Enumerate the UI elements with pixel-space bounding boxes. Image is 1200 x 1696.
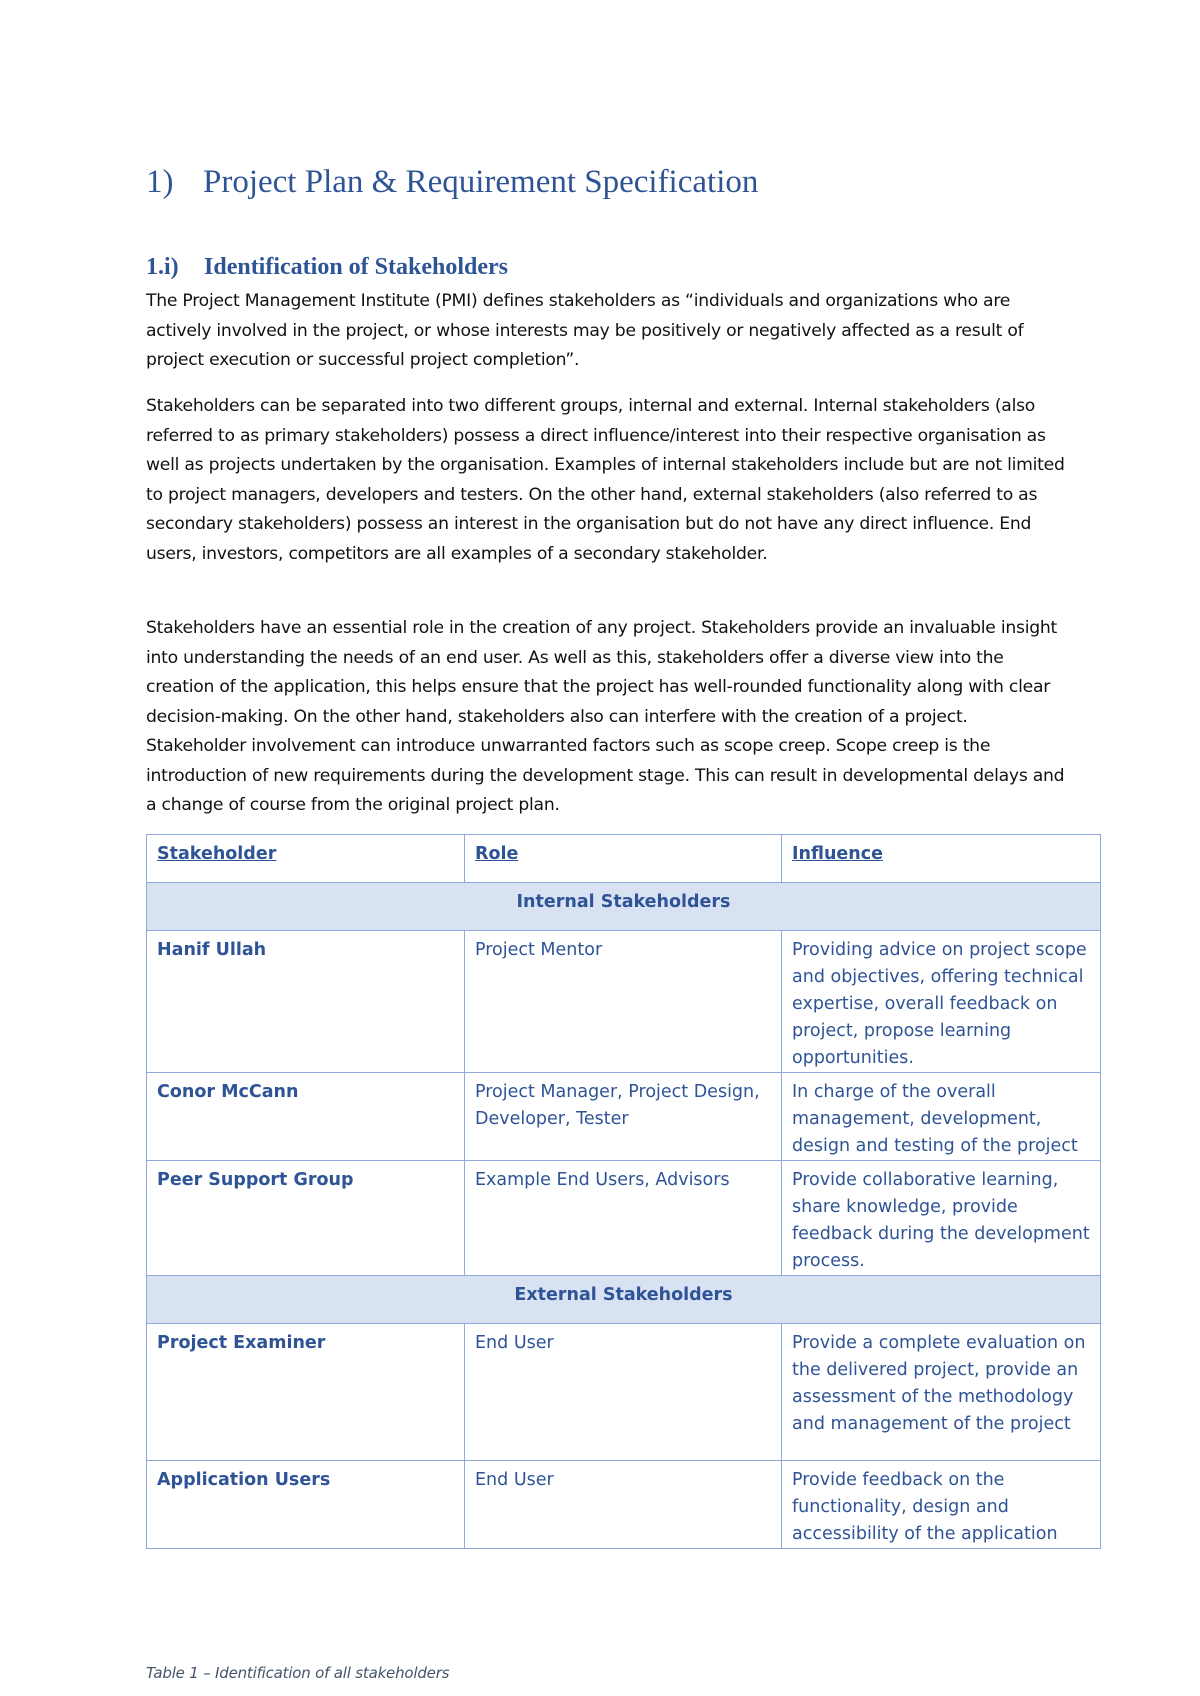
- table-row: [147, 1161, 1101, 1276]
- stakeholder-name: Project Examiner: [147, 1324, 465, 1461]
- stakeholder-name: Hanif Ullah: [147, 931, 465, 1073]
- table-caption: Table 1 – Identification of all stakeholders: [146, 1664, 450, 1682]
- stakeholder-role: Project Mentor: [465, 931, 782, 1073]
- group-label-external: External Stakeholders: [147, 1276, 1101, 1324]
- table-row: [147, 1073, 1101, 1161]
- section-heading-text: Project Plan & Requirement Specification: [203, 164, 759, 200]
- group-row-external: [147, 1276, 1101, 1324]
- paragraph-stakeholder-groups: Stakeholders can be separated into two different groups, internal and external. Internal stakeholders (also referred to as primary stakeholders) possess a direct influence/interest into their respective organisation as well as projects undertaken by the organisation. Examples of internal stakeholders include but are not limited to project managers, developers and testers. On the other hand, external stakeholders (also referred to as secondary stakeholders) possess an interest in the organisation but do not have any direct influence. End users, investors, competitors are all examples of a secondary stakeholder.: [146, 396, 1065, 564]
- group-label-internal: Internal Stakeholders: [147, 883, 1101, 931]
- table-row: [147, 931, 1101, 1073]
- stakeholder-role: End User: [465, 1461, 782, 1549]
- column-header-influence: Influence: [782, 835, 1101, 883]
- group-row-internal: [147, 883, 1101, 931]
- stakeholder-role: End User: [465, 1324, 782, 1461]
- subsection-heading-number: 1.i): [146, 254, 179, 280]
- section-heading: [146, 164, 758, 201]
- column-header-role: Role: [465, 835, 782, 883]
- stakeholder-influence: Providing advice on project scope and objectives, offering technical expertise, overall feedback on project, propose learning opportunities.: [782, 931, 1101, 1073]
- stakeholder-influence: Provide collaborative learning, share knowledge, provide feedback during the development process.: [782, 1161, 1101, 1276]
- subsection-heading-text: Identification of Stakeholders: [204, 254, 509, 280]
- table-row: [147, 1324, 1101, 1461]
- stakeholder-name: Conor McCann: [147, 1073, 465, 1161]
- table-header-row: [147, 835, 1101, 883]
- paragraph-pmi-definition: The Project Management Institute (PMI) defines stakeholders as “individuals and organizations who are actively involved in the project, or whose interests may be positively or negatively affected as a result of project execution or successful project completion”.: [146, 291, 1024, 370]
- stakeholder-name: Application Users: [147, 1461, 465, 1549]
- section-heading-number: 1): [146, 164, 174, 200]
- stakeholder-role: Example End Users, Advisors: [465, 1161, 782, 1276]
- column-header-stakeholder: Stakeholder: [147, 835, 465, 883]
- stakeholder-role: Project Manager, Project Design, Developer, Tester: [465, 1073, 782, 1161]
- stakeholder-influence: Provide feedback on the functionality, design and accessibility of the application: [782, 1461, 1101, 1549]
- paragraph-stakeholder-role: Stakeholders have an essential role in the creation of any project. Stakeholders provide an invaluable insight into understanding the needs of an end user. As well as this, stakeholders offer a diverse view into the creation of the application, this helps ensure that the project has well-rounded functionality along with clear decision-making. On the other hand, stakeholders also can interfere with the creation of a project. Stakeholder involvement can introduce unwarranted factors such as scope creep. Scope creep is the introduction of new requirements during the development stage. This can result in developmental delays and a change of course from the original project plan.: [146, 618, 1065, 815]
- stakeholder-influence: Provide a complete evaluation on the delivered project, provide an assessment of the methodology and management of the project: [782, 1324, 1101, 1461]
- stakeholder-name: Peer Support Group: [147, 1161, 465, 1276]
- stakeholder-table: [146, 834, 1101, 1549]
- table-row: [147, 1461, 1101, 1549]
- stakeholder-influence: In charge of the overall management, development, design and testing of the project: [782, 1073, 1101, 1161]
- subsection-heading: [146, 254, 508, 281]
